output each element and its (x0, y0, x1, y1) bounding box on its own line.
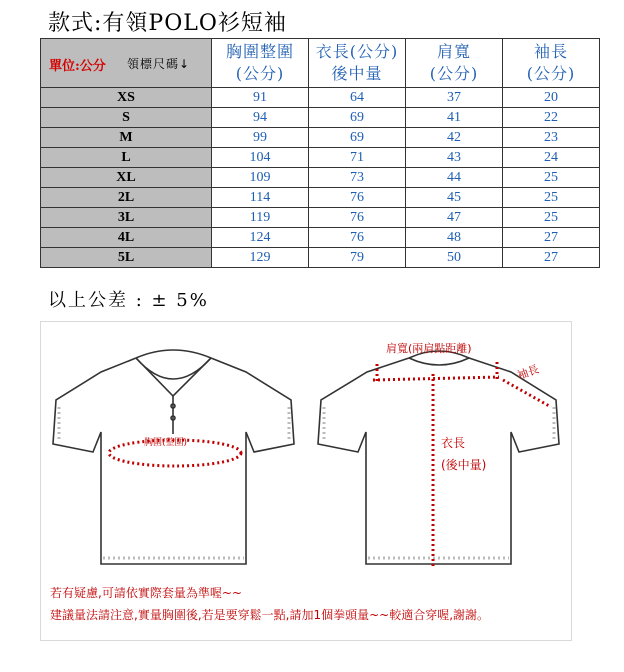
header-chest: 胸圍整圍 (公分) (212, 39, 309, 88)
chest-cell: 104 (212, 148, 309, 168)
header-length: 衣長(公分) 後中量 (309, 39, 406, 88)
length-cell: 73 (309, 168, 406, 188)
shoulder-cell: 37 (406, 88, 503, 108)
table-row (41, 108, 600, 128)
size-cell: 3L (41, 208, 212, 228)
front-shirt-drawing (53, 350, 294, 564)
sleeve-cell: 20 (503, 88, 600, 108)
sleeve-label: 袖長 (515, 362, 541, 383)
collar-size-label: 領標尺碼↓ (127, 57, 191, 71)
shoulder-cell: 48 (406, 228, 503, 248)
shoulder-cell: 44 (406, 168, 503, 188)
table-row (41, 148, 600, 168)
chest-label: 胸圍(整圍) (144, 438, 188, 448)
sleeve-cell: 25 (503, 188, 600, 208)
header-label-cell (41, 39, 212, 88)
chest-cell: 94 (212, 108, 309, 128)
length-sub-label: (後中量) (441, 458, 487, 472)
length-cell: 64 (309, 88, 406, 108)
table-row (41, 208, 600, 228)
size-table (40, 38, 600, 268)
sleeve-cell: 24 (503, 148, 600, 168)
back-stitching (324, 407, 554, 558)
size-cell: 5L (41, 248, 212, 268)
chest-cell: 129 (212, 248, 309, 268)
length-cell: 76 (309, 228, 406, 248)
shoulder-cell: 45 (406, 188, 503, 208)
sleeve-cell: 27 (503, 228, 600, 248)
chest-cell: 91 (212, 88, 309, 108)
sleeve-cell: 25 (503, 208, 600, 228)
length-cell: 71 (309, 148, 406, 168)
size-cell: M (41, 128, 212, 148)
table-row (41, 228, 600, 248)
length-label: 衣長 (441, 436, 466, 450)
length-cell: 76 (309, 208, 406, 228)
chest-cell: 124 (212, 228, 309, 248)
sleeve-cell: 22 (503, 108, 600, 128)
table-row (41, 88, 600, 108)
chest-cell: 114 (212, 188, 309, 208)
length-cell: 76 (309, 188, 406, 208)
arrow-down-icon: ↓ (179, 57, 191, 71)
size-cell: 4L (41, 228, 212, 248)
table-row (41, 128, 600, 148)
back-shirt-drawing (318, 351, 559, 564)
shoulder-cell: 41 (406, 108, 503, 128)
unit-label: 單位:公分 (49, 59, 106, 74)
length-cell: 79 (309, 248, 406, 268)
tolerance-note: 以上公差 : ± 5% (48, 290, 209, 311)
sleeve-cell: 27 (503, 248, 600, 268)
length-cell: 69 (309, 108, 406, 128)
table-row (41, 168, 600, 188)
size-cell: L (41, 148, 212, 168)
chest-cell: 99 (212, 128, 309, 148)
size-cell: 2L (41, 188, 212, 208)
length-cell: 69 (309, 128, 406, 148)
chest-cell: 109 (212, 168, 309, 188)
table-header-row (41, 39, 600, 88)
page-title: 款式:有領POLO衫短袖 (48, 11, 287, 36)
shoulder-cell: 50 (406, 248, 503, 268)
header-sleeve: 袖長 (公分) (503, 39, 600, 88)
shoulder-cell: 43 (406, 148, 503, 168)
sleeve-cell: 23 (503, 128, 600, 148)
size-cell: XS (41, 88, 212, 108)
fit-note: 若有疑慮,可請依實際套量為準喔~~ (50, 586, 242, 600)
shoulder-label: 肩寬(兩肩點距離) (386, 342, 472, 355)
shoulder-cell: 47 (406, 208, 503, 228)
header-shoulder: 肩寬 (公分) (406, 39, 503, 88)
measure-advice-note: 建議量法請注意,實量胸圍後,若是要穿鬆一點,請加1個拳頭量~~較適合穿喔,謝謝。 (50, 608, 490, 622)
front-stitching (59, 407, 289, 558)
size-cell: S (41, 108, 212, 128)
shoulder-cell: 42 (406, 128, 503, 148)
table-row (41, 188, 600, 208)
table-row (41, 248, 600, 268)
sleeve-cell: 25 (503, 168, 600, 188)
chest-cell: 119 (212, 208, 309, 228)
size-cell: XL (41, 168, 212, 188)
